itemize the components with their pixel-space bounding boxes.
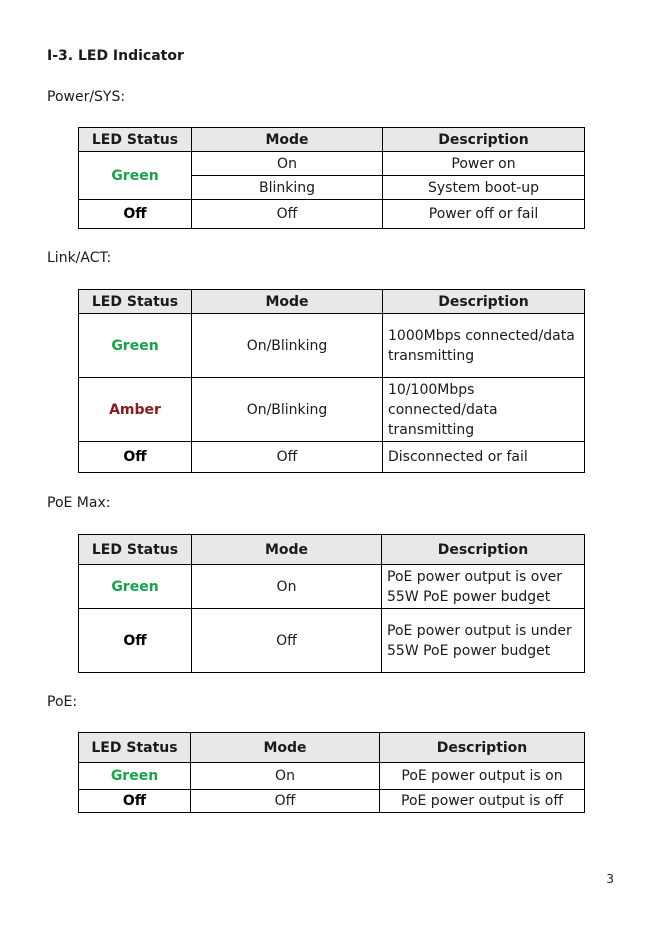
header-description: Description — [380, 733, 585, 763]
poe-label: PoE: — [47, 694, 78, 710]
link-act-table — [78, 289, 585, 473]
led-status-cell: Green — [79, 763, 191, 790]
poe-table — [78, 732, 585, 813]
link-act-label: Link/ACT: — [47, 250, 112, 266]
power-sys-table — [78, 127, 585, 229]
table-row — [79, 565, 585, 609]
header-led-status: LED Status — [79, 733, 191, 763]
poe-max-label: PoE Max: — [47, 495, 111, 511]
description-cell: Power off or fail — [383, 200, 585, 229]
page-number: 3 — [606, 872, 614, 886]
mode-cell: Off — [192, 200, 383, 229]
header-description: Description — [383, 290, 585, 314]
led-status-cell: Green — [79, 152, 192, 200]
led-status-cell: Off — [79, 200, 192, 229]
header-mode: Mode — [192, 290, 383, 314]
description-cell: 1000Mbps connected/data transmitting — [383, 314, 585, 378]
table-header-row — [79, 128, 585, 152]
description-cell: PoE power output is under 55W PoE power budget — [382, 609, 585, 673]
power-sys-label: Power/SYS: — [47, 89, 126, 105]
header-mode: Mode — [192, 535, 382, 565]
section-heading: I-3. LED Indicator — [47, 48, 184, 64]
description-cell: Disconnected or fail — [383, 442, 585, 473]
mode-cell: On — [191, 763, 380, 790]
table-row — [79, 442, 585, 473]
table-header-row — [79, 290, 585, 314]
description-cell: PoE power output is on — [380, 763, 585, 790]
table-row — [79, 763, 585, 790]
led-status-cell: Off — [79, 609, 192, 673]
description-cell: 10/100Mbps connected/data transmitting — [383, 378, 585, 442]
mode-cell: Blinking — [192, 176, 383, 200]
mode-cell: Off — [191, 790, 380, 813]
header-description: Description — [382, 535, 585, 565]
led-status-cell: Off — [79, 790, 191, 813]
table-header-row — [79, 733, 585, 763]
description-cell: PoE power output is off — [380, 790, 585, 813]
description-cell: System boot-up — [383, 176, 585, 200]
table-header-row — [79, 535, 585, 565]
led-status-cell: Green — [79, 565, 192, 609]
mode-cell: On — [192, 152, 383, 176]
table-row — [79, 314, 585, 378]
header-mode: Mode — [192, 128, 383, 152]
description-cell: PoE power output is over 55W PoE power budget — [382, 565, 585, 609]
header-description: Description — [383, 128, 585, 152]
table-row — [79, 200, 585, 229]
mode-cell: Off — [192, 442, 383, 473]
mode-cell: On/Blinking — [192, 314, 383, 378]
table-row — [79, 609, 585, 673]
header-led-status: LED Status — [79, 128, 192, 152]
led-status-cell: Amber — [79, 378, 192, 442]
mode-cell: On/Blinking — [192, 378, 383, 442]
led-status-cell: Off — [79, 442, 192, 473]
led-status-cell: Green — [79, 314, 192, 378]
table-row — [79, 378, 585, 442]
header-mode: Mode — [191, 733, 380, 763]
header-led-status: LED Status — [79, 290, 192, 314]
table-row — [79, 790, 585, 813]
mode-cell: On — [192, 565, 382, 609]
mode-cell: Off — [192, 609, 382, 673]
description-cell: Power on — [383, 152, 585, 176]
header-led-status: LED Status — [79, 535, 192, 565]
poe-max-table — [78, 534, 585, 673]
table-row — [79, 152, 585, 176]
